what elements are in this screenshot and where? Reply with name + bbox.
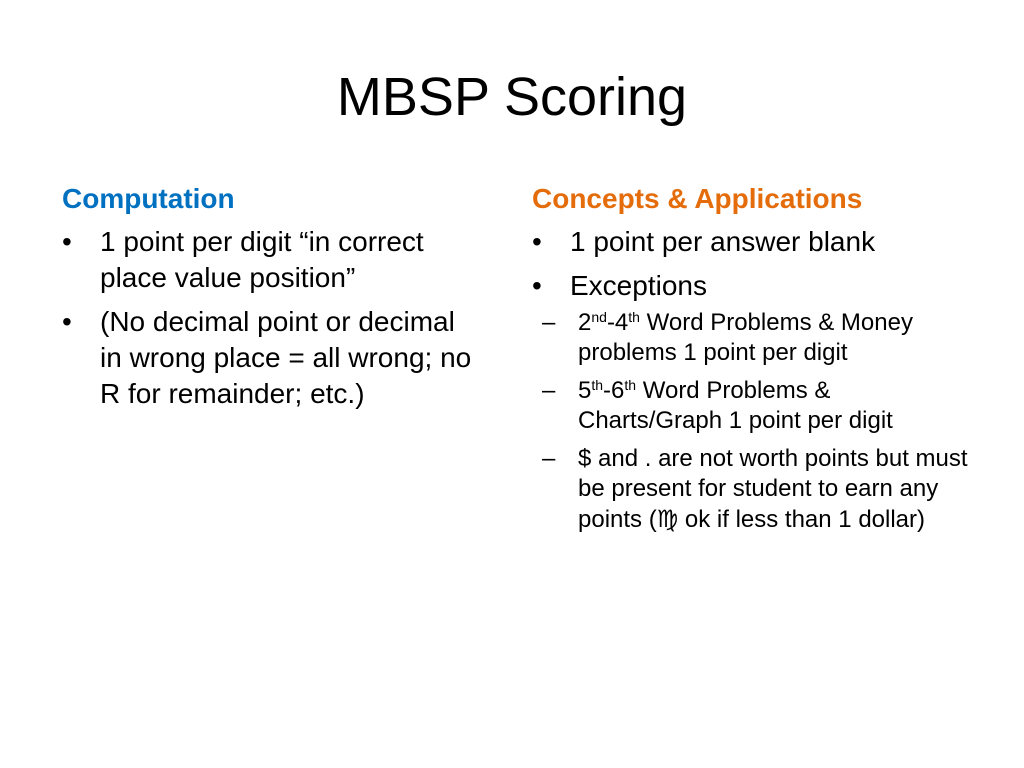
bullet-icon: • xyxy=(532,226,542,257)
slide-title: MBSP Scoring xyxy=(336,67,688,127)
concepts-list xyxy=(532,224,972,535)
dash-icon: – xyxy=(542,309,556,336)
cent-symbol-icon: ♍ xyxy=(656,505,679,533)
list-item-text: 1 point per digit “in correct place value position” xyxy=(100,226,424,293)
list-item xyxy=(62,304,482,412)
sub-list-item xyxy=(532,308,972,368)
computation-list xyxy=(62,224,482,412)
list-item xyxy=(532,224,972,260)
sub-item-sup: th xyxy=(624,377,637,393)
bullet-icon: • xyxy=(62,226,72,257)
concepts-column xyxy=(532,180,972,543)
dash-icon: – xyxy=(542,377,556,404)
sub-item-sup: th xyxy=(591,377,604,393)
list-item-text: 1 point per answer blank xyxy=(570,226,876,257)
sub-list-item xyxy=(532,376,972,436)
list-item xyxy=(532,268,972,535)
sub-item-text: Word Problems & Money problems 1 point per digit xyxy=(578,309,913,366)
sub-item-sup: nd xyxy=(591,309,607,325)
sub-item-num: 5 xyxy=(578,377,592,404)
bullet-icon: • xyxy=(532,270,542,301)
concepts-heading: Concepts & Applications xyxy=(532,183,863,214)
sub-item-sep: -4 xyxy=(606,309,629,336)
sub-item-sep: -6 xyxy=(603,377,625,404)
sub-item-text: ok if less than 1 dollar) xyxy=(678,506,926,533)
list-item-text: (No decimal point or decimal in wrong place = all wrong; no R for remainder; etc.) xyxy=(100,306,472,409)
sub-item-sup: th xyxy=(628,309,640,325)
computation-column xyxy=(62,180,482,420)
computation-heading: Computation xyxy=(62,183,235,214)
sub-item-num: 2 xyxy=(578,309,592,336)
sub-item-text: Word Problems & Charts/Graph 1 point per digit xyxy=(578,377,893,434)
exceptions-list xyxy=(542,308,972,535)
sub-item-text: $ and . are not worth points but must be present for student to earn any points ( xyxy=(578,445,968,533)
list-item-text: Exceptions xyxy=(570,270,707,301)
bullet-icon: • xyxy=(62,306,72,337)
dash-icon: – xyxy=(542,445,556,472)
list-item xyxy=(62,224,482,296)
sub-list-item xyxy=(532,444,972,535)
